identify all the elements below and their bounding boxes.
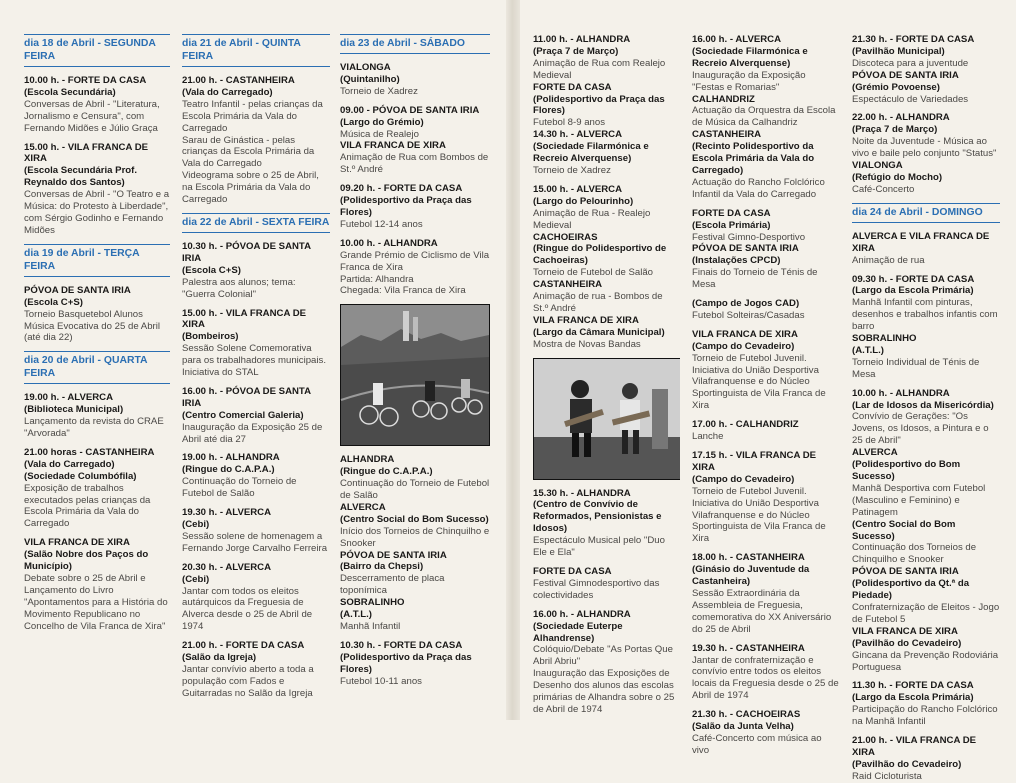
event-entry — [852, 388, 1000, 674]
event-title: VIALONGA — [852, 160, 903, 172]
event-description: Manhã Desportiva com Futebol (Masculino e Feminino) e Patinagem — [852, 482, 986, 518]
event-entry — [340, 105, 490, 176]
event-description: Café-Concerto com música ao vivo — [692, 732, 822, 756]
event-entry — [852, 680, 1000, 728]
event-description: Animação de rua - Bombos de St.º André — [533, 291, 663, 314]
event-title: 11.00 h. - ALHANDRA — [533, 34, 631, 45]
event-entry — [692, 419, 840, 443]
event-description: Noite da Juventude - Música ao vivo e baile pelo conjunto "Status" — [852, 136, 997, 160]
event-title: FORTE DA CASA — [692, 207, 771, 219]
event-venue: (Escola Secundária Prof. Reynaldo dos Santos) — [24, 165, 138, 189]
event-description: Festival Gimno-Desportivo — [692, 231, 806, 243]
day-heading: dia 19 de Abril - TERÇA FEIRA — [24, 244, 170, 277]
column-5 — [692, 34, 840, 756]
event-description: Café-Concerto — [852, 183, 915, 195]
event-venue: (Recinto Polidesportivo da Escola Primária da Vala do Carregado) — [692, 141, 815, 176]
event-description: Mostra de Novas Bandas — [533, 338, 641, 350]
event-venue: (Salão da Igreja) — [182, 652, 257, 664]
event-venue: (Largo do Pelourinho) — [533, 195, 634, 207]
event-title: 18.00 h. - CASTANHEIRA — [692, 552, 805, 564]
event-title: 21.00 h. - VILA FRANCA DE XIRA — [852, 735, 977, 758]
event-description: Torneio Individual de Ténis de Mesa — [852, 356, 980, 380]
event-title: 10.00 h. - FORTE DA CASA — [24, 75, 147, 86]
event-title: 10.00 h. - ALHANDRA — [852, 387, 950, 399]
event-entry — [852, 112, 1000, 195]
event-venue: (Vala do Carregado) — [182, 86, 273, 98]
event-entry — [852, 274, 1000, 381]
event-title: VILA FRANCA DE XIRA — [340, 140, 446, 152]
event-description: Futebol 8-9 anos — [533, 117, 605, 129]
event-title: 09.20 h. - FORTE DA CASA — [340, 183, 463, 195]
event-entry — [182, 75, 330, 206]
event-title: 15.00 h. - ALVERCA — [533, 183, 623, 195]
event-title: ALVERCA — [852, 447, 898, 459]
event-venue: (Escola C+S) — [24, 296, 83, 308]
event-venue: (Centro Social do Bom Sucesso) — [852, 518, 956, 542]
event-entry — [182, 308, 330, 379]
event-title: 11.30 h. - FORTE DA CASA — [852, 680, 974, 692]
event-venue: (Praça 7 de Março) — [852, 124, 938, 136]
event-description: Colóquio/Debate "As Portas Que Abril Abriu" — [533, 644, 673, 668]
event-venue: (Sociedade Filarmónica e Recreio Alverquense) — [533, 141, 649, 165]
event-venue: (Vala do Carregado) — [24, 458, 115, 470]
event-description: Continuação dos Torneios de Chinquilho e Snooker — [852, 542, 977, 566]
event-entry — [24, 142, 170, 237]
event-title: ALHANDRA — [340, 454, 395, 466]
event-entry — [182, 562, 330, 633]
day-heading: dia 22 de Abril - SEXTA FEIRA — [182, 213, 330, 233]
event-title: 19.30 h. - ALVERCA — [182, 507, 272, 519]
event-venue: (Grémio Povoense) — [852, 81, 940, 93]
column-6 — [852, 34, 1000, 782]
event-description: Sessão solene de homenagem a Fernando Jorge Carvalho Ferreira — [182, 530, 328, 554]
event-description: Inauguração da Exposição "Festas e Romarias" — [692, 69, 806, 93]
event-title: 17.00 h. - CALHANDRIZ — [692, 419, 799, 431]
event-entry — [692, 643, 840, 703]
event-entry — [24, 447, 170, 530]
event-entry — [692, 709, 840, 757]
event-description: Continuação do Torneio de Futebol de Salão — [182, 476, 297, 500]
event-venue: (Largo do Grémio) — [340, 116, 424, 128]
band-photo — [533, 358, 680, 480]
cycling-photo — [340, 304, 490, 446]
event-venue: (Escola Primária) — [692, 219, 771, 231]
event-description: Conversas de Abril - "Literatura, Jornalismo e Censura", com Fernando Midões e Júlio Graça — [24, 98, 160, 134]
event-description: Manhã Infantil — [340, 621, 401, 632]
event-venue: (Praça 7 de Março) — [533, 45, 619, 57]
event-entry — [533, 566, 680, 602]
event-description: Jantar convívio aberto a toda a população com Fados e Guitarradas no Salão da Igreja — [182, 663, 314, 699]
event-title: 16.00 h. - ALHANDRA — [533, 608, 631, 620]
event-venue: (Campo do Cevadeiro) — [692, 473, 795, 485]
event-description: Partida: Alhandra — [340, 273, 414, 285]
event-entry — [182, 640, 330, 700]
event-venue: (A.T.L.) — [852, 344, 884, 356]
event-description: Actuação da Orquestra da Escola de Música da Calhandriz — [692, 105, 836, 129]
event-entry — [340, 640, 490, 688]
column-2 — [182, 34, 330, 720]
event-entry — [692, 329, 840, 412]
event-venue: (Quintanilho) — [340, 73, 400, 85]
event-venue: (Centro Social do Bom Sucesso) — [340, 513, 489, 525]
event-entry — [852, 735, 1000, 783]
event-title: PÓVOA DE SANTA IRIA — [852, 69, 959, 81]
event-entry — [340, 238, 490, 298]
event-description: Futebol 12-14 anos — [340, 218, 423, 230]
event-venue: (Sociedade Filarmónica e Recreio Alverquense) — [692, 45, 808, 69]
event-venue: (Lar de Idosos da Misericórdia) — [852, 399, 994, 411]
event-title: CASTANHEIRA — [533, 279, 603, 291]
event-title: 10.00 h. - ALHANDRA — [340, 237, 438, 249]
event-venue: (Sociedade Columbófila) — [24, 470, 137, 482]
event-description: Torneio de Futebol de Salão — [533, 267, 654, 279]
event-venue: (Polidesportivo da Qt.ª da Piedade) — [852, 578, 970, 602]
event-entry — [692, 34, 840, 201]
event-title: PÓVOA DE SANTA IRIA — [340, 549, 447, 561]
event-venue: (Centro Comercial Galeria) — [182, 409, 304, 421]
event-title: CASTANHEIRA — [692, 129, 762, 141]
event-venue: (Largo da Escola Primária) — [852, 285, 974, 297]
day-heading: dia 18 de Abril - SEGUNDA FEIRA — [24, 34, 170, 67]
event-description: Inauguração da Exposição 25 de Abril até dia 27 — [182, 421, 323, 445]
event-description: Festival Gimnodesportivo das colectividades — [533, 577, 660, 601]
event-description: Conversas de Abril - "O Teatro e a Música: do Protesto à Liberdade", com Sérgio Godinho e Fernando Midões — [24, 189, 170, 236]
event-venue: (Ringue do Polidesportivo de Cachoeiras) — [533, 243, 667, 267]
event-venue: (Biblioteca Municipal) — [24, 404, 124, 416]
event-venue: (Bairro da Chepsi) — [340, 561, 424, 573]
event-entry — [533, 34, 680, 177]
event-title: 14.30 h. - ALVERCA — [533, 129, 623, 141]
event-description: Chegada: Vila Franca de Xira — [340, 285, 466, 297]
event-description: Raid Cicloturista — [852, 770, 922, 782]
event-title: VILA FRANCA DE XIRA — [533, 314, 639, 326]
day-heading: dia 20 de Abril - QUARTA FEIRA — [24, 351, 170, 384]
event-description: Jantar de confraternização e convívio entre todos os eleitos locais da Freguesia desde o 25 de Abril de 1974 — [692, 654, 839, 702]
event-description: Animação de rua — [852, 254, 925, 266]
event-venue: (Centro de Convívio de Reformados, Pensionistas e Idosos) — [533, 499, 662, 535]
event-venue: (A.T.L.) — [340, 609, 372, 621]
event-description: Futebol 10-11 anos — [340, 675, 422, 687]
column-4 — [533, 34, 680, 720]
day-heading: dia 21 de Abril - QUINTA FEIRA — [182, 34, 330, 67]
event-title: FORTE DA CASA — [533, 81, 612, 93]
event-entry — [533, 184, 680, 351]
event-description: Inauguração das Exposições de Desenho dos alunos das escolas primárias de Alhandra sobre o 25 de Abril de 1974 — [533, 668, 675, 715]
event-venue: (Polidesportivo da Praça das Flores) — [340, 195, 472, 218]
event-title: 19.00 h. - ALHANDRA — [182, 452, 280, 464]
event-description: Torneio de Xadrez — [533, 164, 611, 176]
column-1 — [24, 34, 170, 720]
event-description: Teatro Infantil - pelas crianças da Escola Primária da Vala do Carregado — [182, 98, 323, 134]
event-title: 21.00 horas - CASTANHEIRA — [24, 446, 155, 458]
event-title: PÓVOA DE SANTA IRIA — [24, 284, 131, 296]
event-description: Espectáculo Musical pelo "Duo Ele e Ela" — [533, 535, 665, 559]
event-venue: (Largo da Escola Primária) — [852, 692, 974, 704]
event-venue: (Instalações CPCD) — [692, 255, 781, 267]
event-entry — [24, 75, 170, 135]
event-entry — [340, 454, 490, 633]
event-title: 16.00 h. - ALVERCA — [692, 34, 782, 45]
event-title: 10.30 h. - PÓVOA DE SANTA IRIA — [182, 240, 311, 264]
event-title: ALVERCA E VILA FRANCA DE XIRA — [852, 230, 990, 254]
event-entry — [340, 183, 490, 231]
event-description: Manhã Infantil com pinturas, desenhos e trabalhos infantis com barro — [852, 297, 998, 333]
event-title: CALHANDRIZ — [692, 93, 755, 105]
event-title: VILA FRANCA DE XIRA — [692, 328, 798, 340]
event-title: 17.15 h. - VILA FRANCA DE XIRA — [692, 450, 817, 473]
event-venue: (Polidesportivo do Bom Sucesso) — [852, 459, 961, 482]
event-entry — [182, 507, 330, 555]
event-description: Música Evocativa do 25 de Abril (até dia 22) — [24, 320, 160, 344]
event-entry — [852, 231, 1000, 267]
event-title: 19.30 h. - CASTANHEIRA — [692, 642, 805, 654]
event-venue: (Sociedade Euterpe Alhandrense) — [533, 620, 623, 644]
event-description: Descerramento de placa toponímica — [340, 573, 445, 597]
event-title: 15.00 h. - VILA FRANCA DE XIRA — [182, 307, 307, 331]
event-entry — [692, 298, 840, 322]
event-description: Participação do Rancho Folclórico na Manhã Infantil — [852, 704, 998, 728]
event-description: Lançamento da revista do CRAE "Arvorada" — [24, 416, 164, 440]
event-title: 22.00 h. - ALHANDRA — [852, 112, 950, 124]
event-title: ALVERCA — [340, 501, 386, 513]
event-entry — [340, 62, 490, 98]
event-description: Finais do Torneio de Ténis de Mesa — [692, 267, 818, 291]
event-description: Animação de Rua com Realejo Medieval — [533, 57, 666, 81]
event-venue: (Ringue do C.A.P.A.) — [182, 464, 275, 476]
event-title: SOBRALINHO — [852, 333, 917, 345]
event-title: 19.00 h. - ALVERCA — [24, 392, 114, 404]
event-entry — [692, 450, 840, 545]
event-description: Videograma sobre o 25 de Abril, na Escola Primária da Vala do Carregado — [182, 170, 319, 206]
event-title: VILA FRANCA DE XIRA — [24, 537, 130, 549]
event-venue: (Cebi) — [182, 519, 210, 530]
event-description: Torneio de Xadrez — [340, 85, 418, 97]
event-venue: (Campo do Cevadeiro) — [692, 340, 795, 352]
event-description: Debate sobre o 25 de Abril e Lançamento do Livro "Apontamentos para a História do Movimento Republicano no Concelho de Vila Franca de Xira" — [24, 573, 168, 632]
event-description: Futebol Solteiras/Casadas — [692, 309, 805, 321]
page-fold — [506, 0, 520, 720]
event-entry — [24, 537, 170, 632]
event-title: 15.00 h. - VILA FRANCA DE XIRA — [24, 141, 149, 165]
event-description: Jantar com todos os eleitos autárquicos da Freguesia de Alverca desde o 25 de Abril de 1974 — [182, 585, 313, 633]
event-title: PÓVOA DE SANTA IRIA — [692, 243, 799, 255]
event-title: VILA FRANCA DE XIRA — [852, 625, 958, 637]
event-description: Lanche — [692, 431, 724, 443]
event-entry — [852, 34, 1000, 105]
event-title: FORTE DA CASA — [533, 566, 612, 577]
event-description: Animação de Rua com Bombos de St.º André — [340, 152, 489, 176]
event-venue: (Bombeiros) — [182, 331, 239, 343]
event-venue: (Pavilhão do Cevadeiro) — [852, 637, 962, 649]
event-description: Confraternização de Eleitos - Jogo de Futebol 5 — [852, 601, 1000, 625]
event-description: Torneio de Futebol Juvenil. Iniciativa do União Desportiva Vilafranquense e do Núcleo Sportinguista de Vila Franca de Xira — [692, 485, 826, 545]
event-description: Gincana da Prevenção Rodoviária Portuguesa — [852, 649, 999, 673]
event-venue: (Campo de Jogos CAD) — [692, 298, 800, 310]
event-venue: (Ringue do C.A.P.A.) — [340, 466, 433, 478]
event-venue: (Polidesportivo da Praça das Flores) — [340, 651, 472, 675]
column-3 — [340, 34, 490, 720]
event-title: CACHOEIRAS — [533, 231, 598, 243]
event-venue: (Largo da Câmara Municipal) — [533, 326, 665, 338]
event-description: Convívio de Gerações: "Os Jovens, os Idosos, a Pintura e o 25 de Abril" — [852, 411, 989, 447]
event-title: 21.30 h. - FORTE DA CASA — [852, 34, 975, 45]
event-description: Início dos Torneios de Chinquilho e Snooker — [340, 525, 490, 549]
event-venue: (Salão Nobre dos Paços do Município) — [24, 549, 149, 573]
event-entry — [24, 285, 170, 345]
event-title: 21.00 h. - CASTANHEIRA — [182, 75, 295, 86]
event-title: 09.00 - PÓVOA DE SANTA IRIA — [340, 104, 480, 116]
event-title: 20.30 h. - ALVERCA — [182, 561, 272, 573]
event-description: Sessão Extraordinária da Assembleia de Freguesia, comemorativa do XX Aniversário do 25 de Abril — [692, 587, 832, 635]
event-venue: (Salão da Junta Velha) — [692, 721, 794, 733]
event-venue: (Escola Secundária) — [24, 86, 116, 98]
event-description: Continuação do Torneio de Futebol de Salão — [340, 478, 490, 502]
event-description: Animação de Rua - Realejo Medieval — [533, 207, 651, 231]
event-venue: (Pavilhão Municipal) — [852, 45, 945, 57]
event-venue: (Escola C+S) — [182, 264, 241, 276]
event-title: 10.30 h. - FORTE DA CASA — [340, 639, 463, 651]
event-venue: (Polidesportivo da Praça das Flores) — [533, 93, 665, 117]
event-description: Sarau de Ginástica - pelas crianças da Escola Primária da Vala do Carregado — [182, 134, 315, 170]
event-entry — [182, 386, 330, 446]
event-entry — [533, 488, 680, 559]
event-description: Espectáculo de Variedades — [852, 93, 969, 105]
event-title: PÓVOA DE SANTA IRIA — [852, 566, 959, 578]
event-title: 09.30 h. - FORTE DA CASA — [852, 273, 975, 285]
event-venue: (Ginásio do Juventude da Castanheira) — [692, 564, 810, 588]
event-entry — [533, 609, 680, 716]
day-heading: dia 24 de Abril - DOMINGO — [852, 203, 1000, 223]
event-entry — [182, 241, 330, 301]
event-entry — [692, 552, 840, 635]
day-heading: dia 23 de Abril - SÁBADO — [340, 34, 490, 54]
event-description: Música de Realejo — [340, 128, 419, 140]
event-description: Discoteca para a juventude — [852, 57, 969, 69]
event-title: 21.30 h. - CACHOEIRAS — [692, 709, 801, 721]
event-title: 21.00 h. - FORTE DA CASA — [182, 640, 305, 652]
event-title: VIALONGA — [340, 62, 391, 73]
event-title: 16.00 h. - PÓVOA DE SANTA IRIA — [182, 385, 311, 409]
event-description: Torneio Basquetebol Alunos — [24, 308, 143, 320]
event-description: Exposição de trabalhos executados pelas crianças da Escola Primária da Vala do Carregado — [24, 482, 151, 530]
event-venue: (Pavilhão do Cevadeiro) — [852, 758, 962, 770]
event-description: Torneio de Futebol Juvenil. Iniciativa do União Desportiva Vilafranquense e do Núcleo Sportinguista de Vila Franca de Xira — [692, 352, 826, 412]
event-venue: (Refúgio do Mocho) — [852, 171, 943, 183]
event-description: Palestra aos alunos; tema: "Guerra Colonial" — [182, 276, 296, 300]
event-title: SOBRALINHO — [340, 597, 405, 609]
event-description: Actuação do Rancho Folclórico Infantil da Vala do Carregado — [692, 176, 825, 200]
event-entry — [24, 392, 170, 440]
event-description: Grande Prémio de Ciclismo de Vila Franca de Xira — [340, 249, 490, 273]
event-title: 15.30 h. - ALHANDRA — [533, 487, 631, 499]
event-description: Sessão Solene Comemorativa para os trabalhadores municipais. Iniciativa do STAL — [182, 343, 326, 379]
event-entry — [692, 208, 840, 291]
event-entry — [182, 452, 330, 500]
event-venue: (Cebi) — [182, 573, 210, 585]
